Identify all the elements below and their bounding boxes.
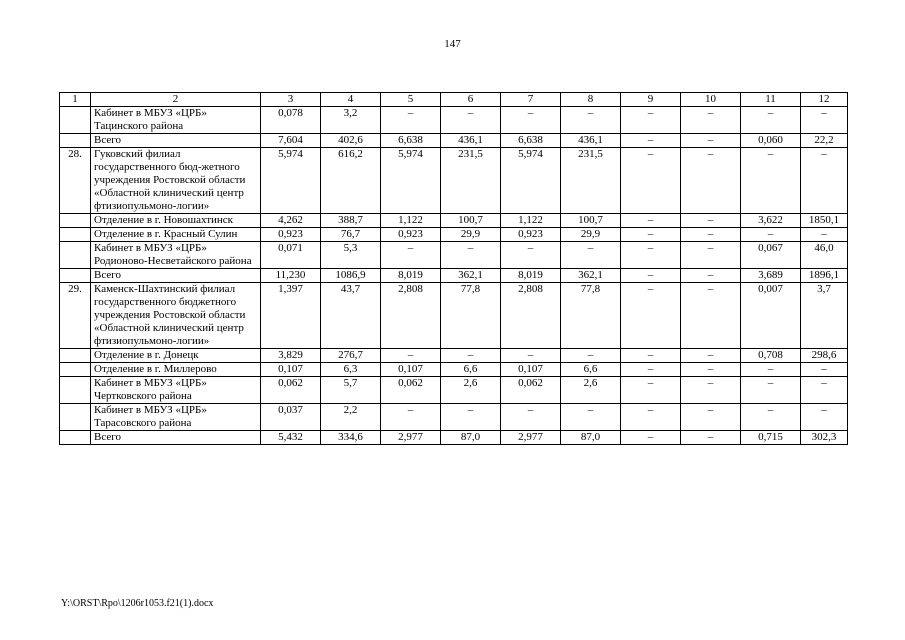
value-cell: 436,1 xyxy=(441,134,501,148)
value-cell: 0,708 xyxy=(741,349,801,363)
row-number-cell xyxy=(60,134,91,148)
value-cell: – xyxy=(801,377,848,404)
institution-name-cell: Отделение в г. Донецк xyxy=(91,349,261,363)
value-cell: 1850,1 xyxy=(801,214,848,228)
value-cell: 8,019 xyxy=(501,269,561,283)
value-cell: – xyxy=(381,242,441,269)
value-cell: – xyxy=(681,134,741,148)
row-number-cell xyxy=(60,269,91,283)
value-cell: 436,1 xyxy=(561,134,621,148)
value-cell: – xyxy=(561,349,621,363)
value-cell: 5,974 xyxy=(501,148,561,214)
institution-name-cell: Кабинет в МБУЗ «ЦРБ» Чертковского района xyxy=(91,377,261,404)
value-cell: 29,9 xyxy=(441,228,501,242)
value-cell: – xyxy=(681,269,741,283)
table-row xyxy=(60,349,848,363)
row-number-cell xyxy=(60,377,91,404)
value-cell: 100,7 xyxy=(561,214,621,228)
value-cell: 2,977 xyxy=(381,431,441,445)
value-cell: – xyxy=(621,107,681,134)
row-number-cell xyxy=(60,349,91,363)
value-cell: – xyxy=(621,349,681,363)
value-cell: – xyxy=(801,404,848,431)
value-cell: 1,122 xyxy=(501,214,561,228)
value-cell: 5,7 xyxy=(321,377,381,404)
value-cell: 231,5 xyxy=(561,148,621,214)
value-cell: – xyxy=(441,107,501,134)
value-cell: – xyxy=(501,242,561,269)
header-cell: 5 xyxy=(381,93,441,107)
value-cell: – xyxy=(381,107,441,134)
table-row xyxy=(60,148,848,214)
value-cell: – xyxy=(681,363,741,377)
value-cell: – xyxy=(681,431,741,445)
value-cell: 77,8 xyxy=(561,283,621,349)
value-cell: 0,107 xyxy=(261,363,321,377)
value-cell: 616,2 xyxy=(321,148,381,214)
table-row xyxy=(60,134,848,148)
page-number: 147 xyxy=(444,38,461,50)
value-cell: 388,7 xyxy=(321,214,381,228)
value-cell: – xyxy=(681,349,741,363)
value-cell: 6,3 xyxy=(321,363,381,377)
value-cell: – xyxy=(681,148,741,214)
value-cell: 0,062 xyxy=(501,377,561,404)
institution-name-cell: Гуковский филиал государственного бюд-жетного учреждения Ростовской области «Областной клинический центр фтизиопульмоно-логии» xyxy=(91,148,261,214)
value-cell: – xyxy=(621,148,681,214)
institution-name-cell: Всего xyxy=(91,431,261,445)
table-row xyxy=(60,242,848,269)
value-cell: 87,0 xyxy=(561,431,621,445)
value-cell: 402,6 xyxy=(321,134,381,148)
value-cell: 2,2 xyxy=(321,404,381,431)
value-cell: 43,7 xyxy=(321,283,381,349)
value-cell: – xyxy=(741,404,801,431)
header-cell: 10 xyxy=(681,93,741,107)
value-cell: 100,7 xyxy=(441,214,501,228)
value-cell: 77,8 xyxy=(441,283,501,349)
value-cell: 0,107 xyxy=(381,363,441,377)
value-cell: 6,638 xyxy=(501,134,561,148)
value-cell: – xyxy=(741,363,801,377)
value-cell: 0,071 xyxy=(261,242,321,269)
value-cell: – xyxy=(801,148,848,214)
table-row xyxy=(60,269,848,283)
value-cell: 29,9 xyxy=(561,228,621,242)
header-cell: 8 xyxy=(561,93,621,107)
value-cell: – xyxy=(621,404,681,431)
table-row xyxy=(60,377,848,404)
institution-name-cell: Каменск-Шахтинский филиал государственного бюджетного учреждения Ростовской области «Областной клинический центр фтизиопульмоно-логии» xyxy=(91,283,261,349)
value-cell: – xyxy=(561,107,621,134)
value-cell: – xyxy=(501,404,561,431)
header-cell: 2 xyxy=(91,93,261,107)
value-cell: 0,007 xyxy=(741,283,801,349)
header-cell: 11 xyxy=(741,93,801,107)
value-cell: – xyxy=(621,377,681,404)
table-row xyxy=(60,283,848,349)
value-cell: – xyxy=(381,349,441,363)
value-cell: 302,3 xyxy=(801,431,848,445)
value-cell: 5,3 xyxy=(321,242,381,269)
value-cell: – xyxy=(681,228,741,242)
value-cell: 298,6 xyxy=(801,349,848,363)
institution-name-cell: Всего xyxy=(91,134,261,148)
table-row xyxy=(60,107,848,134)
value-cell: 4,262 xyxy=(261,214,321,228)
value-cell: 2,977 xyxy=(501,431,561,445)
value-cell: – xyxy=(621,134,681,148)
table-row xyxy=(60,363,848,377)
value-cell: 3,7 xyxy=(801,283,848,349)
value-cell: 11,230 xyxy=(261,269,321,283)
header-cell: 3 xyxy=(261,93,321,107)
value-cell: 0,067 xyxy=(741,242,801,269)
institution-name-cell: Отделение в г. Миллерово xyxy=(91,363,261,377)
value-cell: – xyxy=(741,228,801,242)
data-table xyxy=(59,92,848,445)
value-cell: 3,829 xyxy=(261,349,321,363)
value-cell: – xyxy=(561,242,621,269)
value-cell: – xyxy=(801,228,848,242)
header-cell: 1 xyxy=(60,93,91,107)
header-cell: 4 xyxy=(321,93,381,107)
row-number-cell xyxy=(60,404,91,431)
value-cell: 0,078 xyxy=(261,107,321,134)
value-cell: 6,6 xyxy=(441,363,501,377)
value-cell: – xyxy=(681,107,741,134)
table-body xyxy=(60,93,848,445)
value-cell: 2,808 xyxy=(381,283,441,349)
value-cell: 276,7 xyxy=(321,349,381,363)
value-cell: – xyxy=(501,349,561,363)
value-cell: – xyxy=(741,377,801,404)
value-cell: – xyxy=(561,404,621,431)
value-cell: – xyxy=(681,404,741,431)
institution-name-cell: Кабинет в МБУЗ «ЦРБ» Родионово-Несветайского района xyxy=(91,242,261,269)
row-number-cell xyxy=(60,228,91,242)
table-header-row xyxy=(60,93,848,107)
value-cell: 5,974 xyxy=(381,148,441,214)
value-cell: 5,974 xyxy=(261,148,321,214)
value-cell: – xyxy=(681,283,741,349)
value-cell: 2,6 xyxy=(441,377,501,404)
value-cell: – xyxy=(441,349,501,363)
value-cell: 362,1 xyxy=(561,269,621,283)
institution-name-cell: Кабинет в МБУЗ «ЦРБ» Тацинского района xyxy=(91,107,261,134)
value-cell: 6,638 xyxy=(381,134,441,148)
value-cell: 3,2 xyxy=(321,107,381,134)
table-row xyxy=(60,431,848,445)
value-cell: – xyxy=(441,242,501,269)
value-cell: 1086,9 xyxy=(321,269,381,283)
row-number-cell xyxy=(60,214,91,228)
value-cell: 362,1 xyxy=(441,269,501,283)
value-cell: 8,019 xyxy=(381,269,441,283)
value-cell: 0,062 xyxy=(261,377,321,404)
table-row xyxy=(60,228,848,242)
table-row xyxy=(60,214,848,228)
value-cell: – xyxy=(381,404,441,431)
value-cell: 2,6 xyxy=(561,377,621,404)
row-number-cell: 28. xyxy=(60,148,91,214)
header-cell: 9 xyxy=(621,93,681,107)
footer-file-path: Y:\ORST\Rpo\1206r1053.f21(1).docx xyxy=(61,598,214,609)
value-cell: 87,0 xyxy=(441,431,501,445)
value-cell: – xyxy=(621,363,681,377)
value-cell: 46,0 xyxy=(801,242,848,269)
value-cell: 6,6 xyxy=(561,363,621,377)
table-row xyxy=(60,404,848,431)
value-cell: 76,7 xyxy=(321,228,381,242)
value-cell: 0,923 xyxy=(261,228,321,242)
value-cell: 334,6 xyxy=(321,431,381,445)
institution-name-cell: Отделение в г. Новошахтинск xyxy=(91,214,261,228)
value-cell: – xyxy=(441,404,501,431)
institution-name-cell: Кабинет в МБУЗ «ЦРБ» Тарасовского района xyxy=(91,404,261,431)
value-cell: – xyxy=(621,283,681,349)
value-cell: – xyxy=(621,269,681,283)
row-number-cell: 29. xyxy=(60,283,91,349)
value-cell: 0,923 xyxy=(501,228,561,242)
value-cell: 0,715 xyxy=(741,431,801,445)
header-cell: 12 xyxy=(801,93,848,107)
value-cell: – xyxy=(621,214,681,228)
value-cell: 22,2 xyxy=(801,134,848,148)
value-cell: – xyxy=(621,431,681,445)
value-cell: 1896,1 xyxy=(801,269,848,283)
value-cell: – xyxy=(741,148,801,214)
value-cell: – xyxy=(681,377,741,404)
value-cell: 0,060 xyxy=(741,134,801,148)
value-cell: 1,122 xyxy=(381,214,441,228)
value-cell: 7,604 xyxy=(261,134,321,148)
row-number-cell xyxy=(60,242,91,269)
value-cell: 1,397 xyxy=(261,283,321,349)
institution-name-cell: Отделение в г. Красный Сулин xyxy=(91,228,261,242)
value-cell: 0,037 xyxy=(261,404,321,431)
value-cell: – xyxy=(801,363,848,377)
value-cell: 0,107 xyxy=(501,363,561,377)
header-cell: 7 xyxy=(501,93,561,107)
institution-name-cell: Всего xyxy=(91,269,261,283)
row-number-cell xyxy=(60,431,91,445)
value-cell: 5,432 xyxy=(261,431,321,445)
value-cell: – xyxy=(501,107,561,134)
value-cell: – xyxy=(681,214,741,228)
value-cell: – xyxy=(681,242,741,269)
value-cell: 3,622 xyxy=(741,214,801,228)
value-cell: 231,5 xyxy=(441,148,501,214)
value-cell: 2,808 xyxy=(501,283,561,349)
value-cell: 0,062 xyxy=(381,377,441,404)
value-cell: – xyxy=(621,228,681,242)
row-number-cell xyxy=(60,107,91,134)
value-cell: – xyxy=(741,107,801,134)
row-number-cell xyxy=(60,363,91,377)
value-cell: 3,689 xyxy=(741,269,801,283)
value-cell: – xyxy=(621,242,681,269)
header-cell: 6 xyxy=(441,93,501,107)
value-cell: – xyxy=(801,107,848,134)
value-cell: 0,923 xyxy=(381,228,441,242)
